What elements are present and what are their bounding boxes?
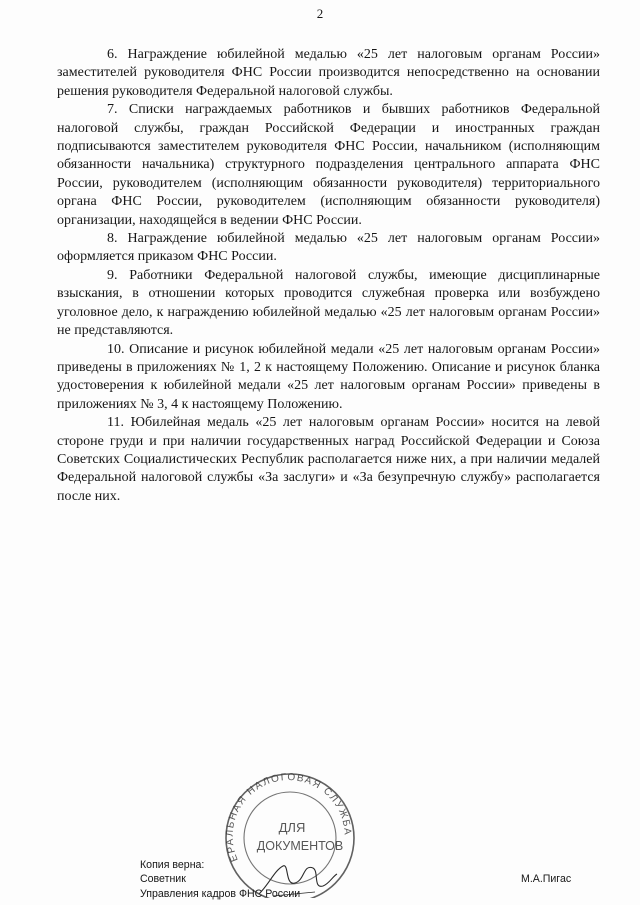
paragraph-10: 10. Описание и рисунок юбилейной медали «25 лет налоговым органам России» приведены в приложениях № 1, 2 к настоящему Положению. Описание и рисунок бланка удостоверения к юбилейной медали «25 лет налоговым органам России» приведены в приложениях № 3, 4 к настоящему Положению. [57, 341, 600, 412]
paragraph-7: 7. Списки награждаемых работников и бывших работников Федеральной налоговой службы, граждан Российской Федерации и иностранных граждан подписываются заместителем руководителя ФНС России, начальником (исполняющим обязанности начальника) структурного подразделения центрального аппарата ФНС России, руководителем (исполняющим обязанности руководителя) территориального органа ФНС России, руководителем (исполняющим обязанности руководителя) организации, находящейся в ведении ФНС России. [57, 102, 600, 228]
signer-department: Управления кадров ФНС России [140, 887, 301, 900]
paragraph-8: 8. Награждение юбилейной медалью «25 лет налоговым органам России» оформляется приказом ФНС России. [57, 231, 600, 265]
document-body [57, 46, 600, 506]
copy-verified-label: Копия верна: [140, 859, 205, 871]
stamp-line-1: ДЛЯ [278, 820, 306, 835]
stamp-ring-text: ЕРАЛЬНАЯ НАЛОГОВАЯ СЛУЖБА [224, 771, 353, 864]
paragraph-9: 9. Работники Федеральной налоговой службы, имеющие дисциплинарные взыскания, в отношении которых проводится служебная проверка или возбуждено уголовное дело, к награждению юбилейной медалью «25 лет налоговым органам России» не представляются. [57, 267, 600, 339]
stamp-line-2: ДОКУМЕНТОВ [256, 839, 344, 853]
paragraph-6: 6. Награждение юбилейной медалью «25 лет налоговым органам России» заместителей руководителя ФНС России производится непосредственно на основании решения руководителя Федеральной налоговой службы. [57, 47, 600, 99]
page-number: 2 [316, 6, 324, 21]
signer-position: Советник [140, 873, 186, 886]
paragraph-11: 11. Юбилейная медаль «25 лет налоговым органам России» носится на левой стороне груди и при наличии государственных наград Российской Федерации и Союза Советских Социалистических Республик располагается ниже них, а при наличии медалей Федеральной налоговой службы «За заслуги» и «За безупречную службу» располагается после них. [57, 415, 600, 504]
certification-block [140, 858, 300, 901]
signer-name: М.А.Пигас [521, 873, 572, 885]
